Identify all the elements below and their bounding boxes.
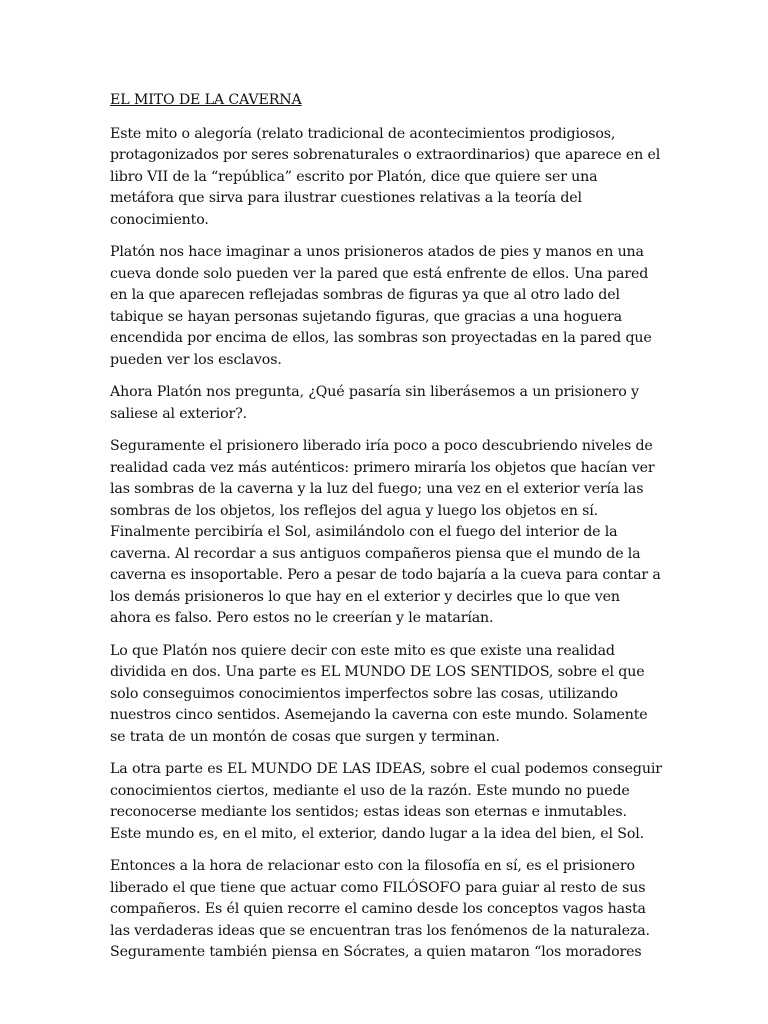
paragraph-world-of-ideas: La otra parte es EL MUNDO DE LAS IDEAS, sobre el cual podemos conseguir conocimientos ciertos, mediante el uso de la razón. Este mundo no puede reconocerse mediante los sentidos; estas ideas son eternas e inmutables. Este mundo es, en el mito, el exterior, dando lugar a la idea del bien, el Sol. xyxy=(110,761,662,842)
paragraph-prisoners: Platón nos hace imaginar a unos prisioneros atados de pies y manos en una cueva donde solo pueden ver la pared que está enfrente de ellos. Una pared en la que aparecen reflejadas sombras de figuras ya que al otro lado del tabique se hayan personas sujetando figuras, que gracias a una hoguera encendida por encima de ellos, las sombras son proyectadas en la pared que pueden ver los esclavos. xyxy=(110,244,652,368)
document-title: EL MITO DE LA CAVERNA xyxy=(110,92,302,108)
paragraph-philosopher: Entonces a la hora de relacionar esto con la filosofía en sí, es el prisionero liberado el que tiene que actuar como FILÓSOFO para guiar al resto de sus compañeros. Es él quien recorre el camino desde los conceptos vagos hasta las verdaderas ideas que se encuentran tras los fenómenos de la naturaleza. Seguramente también piensa en Sócrates, a quien mataron “los moradores xyxy=(110,858,650,960)
paragraph-intro: Este mito o alegoría (relato tradicional de acontecimientos prodigiosos, protagonizados por seres sobrenaturales o extraordinarios) que aparece en el libro VII de la “república” escrito por Platón, dice que quiere ser una metáfora que sirva para ilustrar cuestiones relativas a la teoría del conocimiento. xyxy=(110,125,661,228)
paragraph-question: Ahora Platón nos pregunta, ¿Qué pasaría sin liberásemos a un prisionero y saliese al exterior?. xyxy=(110,384,639,422)
paragraph-liberated: Seguramente el prisionero liberado iría poco a poco descubriendo niveles de realidad cada vez más auténticos: primero miraría los objetos que hacían ver las sombras de la caverna y la luz del fuego; una vez en el exterior vería las sombras de los objetos, los reflejos del agua y luego los objetos en sí. Finalmente percibiría el Sol, asimilándolo con el fuego del interior de la caverna. Al recordar a sus antiguos compañeros piensa que el mundo de la caverna es insoportable. Pero a pesar de todo bajaría a la cueva para contar a los demás prisioneros lo que hay en el exterior y decirles que lo que ven ahora es falso. Pero estos no le creerían y le matarían. xyxy=(110,438,661,626)
document-body xyxy=(110,90,662,975)
paragraph-world-of-senses: Lo que Platón nos quiere decir con este mito es que existe una realidad dividida en dos. Una parte es EL MUNDO DE LOS SENTIDOS, sobre el que solo conseguimos conocimientos imperfectos sobre las cosas, utilizando nuestros cinco sentidos. Asemejando la caverna con este mundo. Solamente se trata de un montón de cosas que surgen y terminan. xyxy=(110,642,648,745)
